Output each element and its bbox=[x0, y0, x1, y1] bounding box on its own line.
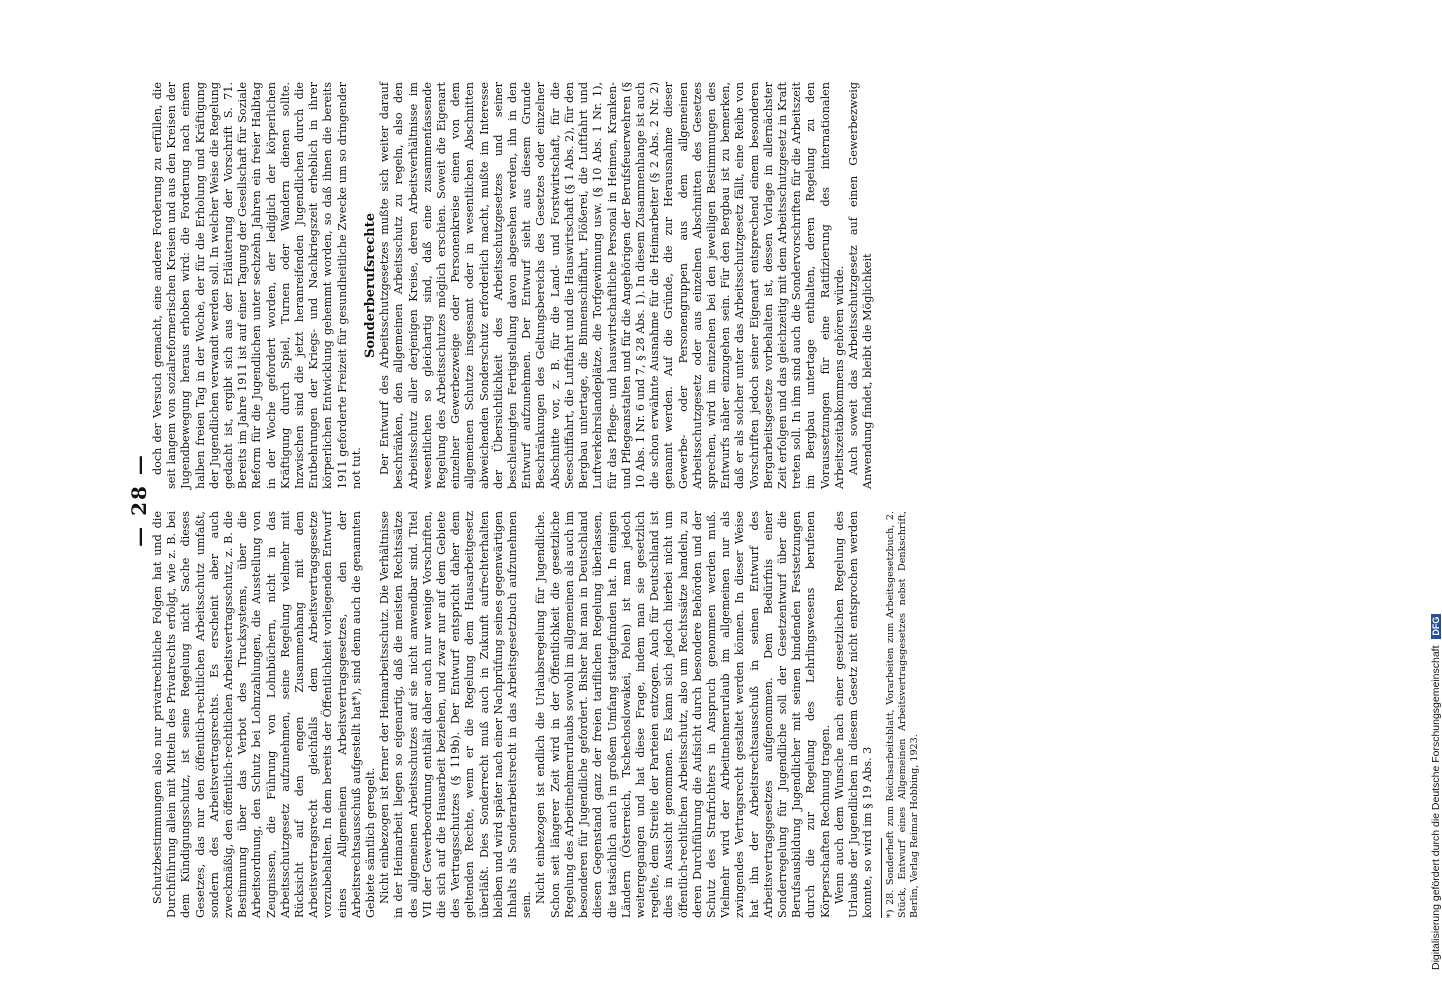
right-column bbox=[151, 82, 1417, 489]
paragraph: Auch soweit das Arbeitsschutzgesetz auf einen Gewerbezweig Anwendung findet, bleibt die Möglichkeit bbox=[846, 82, 875, 489]
text-columns bbox=[151, 82, 1417, 918]
footnote-divider bbox=[881, 838, 882, 918]
dfg-logo: DFG bbox=[1431, 614, 1441, 639]
paragraph: Schutzbestimmungen also nur privatrechtliche Folgen hat und die Durchführung allein mit Mitteln des Privatrechts erfolgt, wie z. B. bei dem Kündigungsschutz, ist seine Regelung nicht Sache dieses Gesetzes, das nur den öffentlich-rechtlichen Arbeitsschutz umfaßt, sondern des Arbeitsvertragsrechts. Es erscheint aber auch zweckmäßig, den öffentlich-rechtlichen Arbeitsvertragsschutz, z. B. die Bestimmung über das Verbot des Trucksystems, über die Arbeitsordnung, den Schutz bei Lohnzahlungen, die Ausstellung von Zeugnissen, die Führung von Lohnbüchern, nicht in das Arbeitsschutzgesetz aufzunehmen, seine Regelung vielmehr mit Rücksicht auf den engen Zusammenhang mit dem Arbeitsvertragsrecht gleichfalls dem Arbeitsvertragsgesetze vorzubehalten. In dem bereits der Öffentlichkeit vorliegenden Entwurf eines Allgemeinen Arbeitsvertragsgesetzes, den der Arbeitsrechtsausschuß aufgestellt hat*), sind denn auch die genannten Gebiete sämtlich geregelt. bbox=[151, 511, 378, 918]
footnote: *) 28. Sonderheft zum Reichsarbeitsblatt, Vorarbeiten zum Arbeitsgesetzbuch, 2. Stück, Entwurf eines Allgemeinen Arbeitsvertragsgesetzes nebst Denkschrift, Berlin, Verlag Reimar Hobbing, 1923. bbox=[885, 511, 921, 918]
paragraph: Nicht einbezogen ist ferner der Heimarbeitsschutz. Die Verhältnisse in der Heimarbeit liegen so eigenartig, daß die meisten Rechtssätze des allgemeinen Arbeitsschutzes auf sie nicht anwendbar sind. Titel VII der Gewerbeordnung enthält daher auch nur wenige Vorschriften, die sich auf die Hausarbeit beziehen, und zwar nur auf dem Gebiete des Vertragsschutzes (§ 119b). Der Entwurf entspricht daher dem geltenden Rechte, wenn er die Regelung dem Hausarbeitgesetz überläßt. Dies Sonderrecht muß auch in Zukunft aufrechterhalten bleiben und wird später nach einer Nachprüfung seines gegenwärtigen Inhalts als Sonderarbeitsrecht in das Arbeitsgesetzbuch aufzunehmen sein. bbox=[378, 511, 534, 918]
document-page bbox=[117, 70, 1427, 930]
section-heading: Sonderberufsrechte bbox=[363, 212, 379, 359]
paragraph: Wenn auch dem Wunsche nach einer gesetzlichen Regelung des Urlaubs der Jugendlichen in diesem Gesetz nicht entsprochen werden konnte, so wird im § 19 Abs. 3 bbox=[832, 511, 875, 918]
page-number: — 28 — bbox=[127, 453, 151, 547]
credit-text: Digitalisierung gefördert durch die Deutsche Forschungsgemeinschaft bbox=[1430, 645, 1442, 970]
left-column bbox=[151, 511, 1417, 918]
paragraph: doch der Versuch gemacht, eine andere Forderung zu erfüllen, die seit langem von sozialreformerischen Kreisen und aus den Kreisen der Jugendbewegung heraus erhoben wird: die Forderung nach einem halben freien Tag in der Woche, der für die Erholung und Kräftigung der Jugendlichen verwandt werden soll. In welcher Weise die Regelung gedacht ist, ergibt sich aus der Erläuterung der Vorschrift S. 71. Bereits im Jahre 1911 ist auf einer Tagung der Gesellschaft für Soziale Reform für die Jugendlichen unter sechzehn Jahren ein freier Halbtag in der Woche gefordert worden, der lediglich der körperlichen Kräftigung durch Spiel, Turnen oder Wandern dienen sollte. Inzwischen sind die jetzt heranreifenden Jugendlichen durch die Entbehrungen der Kriegs- und Nachkriegszeit erheblich in ihrer körperlichen Entwicklung gehemmt worden, so daß ihnen die bereits 1911 geforderte Freizeit für gesundheitliche Zwecke um so dringender not tut. bbox=[151, 82, 363, 489]
paragraph: Nicht einbezogen ist endlich die Urlaubsregelung für Jugendliche. Schon seit längerer Zeit wird in der Öffentlichkeit die gesetzliche Regelung des Arbeitnehmerurlaubs sowohl im allgemeinen als auch im besonderen für Jugendliche gefordert. Bisher hat man in Deutschland diesen Gegenstand ganz der freien tariflichen Regelung überlassen, die tatsächlich auch in großem Umfang stattgefunden hat. In einigen Ländern (Österreich, Tschechoslowakei, Polen) ist man jedoch weitergegangen und hat diese Frage, indem man sie gesetzlich regelte, dem Streite der Parteien entzogen. Auch für Deutschland ist dies in Aussicht genommen. Es kann sich jedoch hierbei nicht um öffentlich-rechtlichen Arbeitsschutz, also um Rechtssätze handeln, zu deren Durchführung die Aufsicht durch besondere Behörden und der Schutz des Strafrichters in Anspruch genommen werden muß. Vielmehr wird der Arbeitnehmerurlaub im allgemeinen nur als zwingendes Vertragsrecht gestaltet werden können. In dieser Weise hat ihn der Arbeitsrechtsausschuß in seinen Entwurf des Arbeitsvertragsgesetzes aufgenommen. Dem Bedürfnis einer Sonderregelung für Jugendliche soll der Gesetzentwurf über die Berufsausbildung Jugendlicher mit seinen bindenden Festsetzungen durch die zur Regelung des Lehrlingswesens berufenen Körperschaften Rechnung tragen. bbox=[534, 511, 832, 918]
digitization-credit bbox=[1418, 10, 1442, 990]
paragraph: Der Entwurf des Arbeitsschutzgesetzes mußte sich weiter darauf beschränken, den allgemeinen Arbeitsschutz zu regeln, also den Arbeitsschutz aller derjenigen Kreise, deren Arbeitsverhältnisse im wesentlichen so gleichartig sind, daß eine zusammenfassende Regelung des Arbeitsschutzes möglich erschien. Soweit die Eigenart einzelner Gewerbezweige oder Personenkreise einen von dem allgemeinen Schutze insgesamt oder in wesentlichen Abschnitten abweichenden Sonderschutz erforderlich macht, mußte im Interesse der Übersichtlichkeit des Arbeitsschutzgesetzes und seiner beschleunigten Fertigstellung davon abgesehen werden, ihn in den Entwurf aufzunehmen. Der Entwurf sieht aus diesem Grunde Beschränkungen des Geltungsbereichs des Gesetzes oder einzelner Abschnitte vor, z. B. für die Land- und Forstwirtschaft, für die Seeschiffahrt, die Luftfahrt und die Hauswirtschaft (§ 1 Abs. 2), für den Bergbau untertage, die Binnenschiffahrt, Flößerei, die Luftfahrt und Luftverkehrslandeplätze, die Torfgewinnung usw. (§ 10 Abs. 1 Nr. 1), für das Pflege- und hauswirtschaftliche Personal in Heimen, Kranken- und Pflegeanstalten und für die Angehörigen der Berufsfeuerwehren (§ 10 Abs. 1 Nr. 6 und 7, § 28 Abs. 1). In diesem Zusammenhange ist auch die schon erwähnte Ausnahme für die Heimarbeiter (§ 2 Abs. 2 Nr. 2) genannt werden. Auf die Gründe, die zur Herausnahme dieser Gewerbe- oder Personengruppen aus dem allgemeinen Arbeitsschutzgesetz oder aus einzelnen Abschnitten des Gesetzes sprechen, wird im einzelnen bei den jeweiligen Bestimmungen des Entwurfs näher einzugehen sein. Für den Bergbau ist zu bemerken, daß er als solcher unter das Arbeitsschutzgesetz fällt, eine Reihe von Vorschriften jedoch seiner Eigenart entsprechend einem besonderen Bergarbeitsgesetze vorbehalten ist, dessen Vorlage in allernächster Zeit erfolgen und das gleichzeitig mit dem Arbeitsschutzgesetz in Kraft treten soll. In ihm sind auch die Sondervorschriften für die Arbeitszeit im Bergbau untertage enthalten, deren Regelung zu den Voraussetzungen für eine Ratifizierung des internationalen Arbeitszeitabkommens gehören würde. bbox=[378, 82, 846, 489]
credit-text-wrapper bbox=[1430, 614, 1442, 970]
